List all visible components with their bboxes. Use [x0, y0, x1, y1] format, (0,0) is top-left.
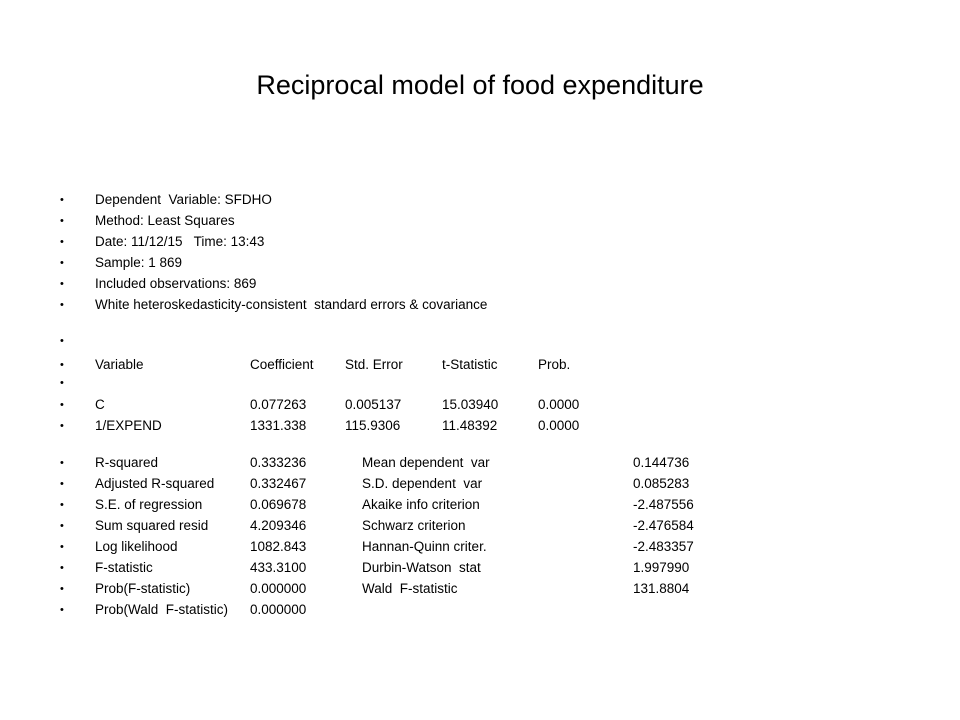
stat-value: 433.3100 [250, 560, 307, 575]
bullet: • [60, 377, 64, 389]
info-text: Sample: 1 869 [95, 255, 183, 270]
info-text: Date: 11/12/15 Time: 13:43 [95, 234, 265, 249]
stats-row [60, 579, 690, 599]
bullet: • [60, 583, 64, 595]
stats-row [60, 516, 694, 536]
stat-value: 1082.843 [250, 539, 307, 554]
bullet: • [60, 335, 64, 347]
bullet: • [60, 420, 64, 432]
info-text: Method: Least Squares [95, 213, 235, 228]
header-std-error: Std. Error [345, 357, 403, 372]
stat-value: -2.483357 [633, 539, 694, 554]
stat-value: 0.144736 [633, 455, 690, 470]
stat-label: Wald F-statistic [362, 581, 458, 596]
stat-value: 4.209346 [250, 518, 307, 533]
info-line-date [60, 232, 265, 252]
header-t-statistic: t-Statistic [442, 357, 498, 372]
bullet: • [60, 399, 64, 411]
stat-value: 0.332467 [250, 476, 307, 491]
stat-value: 0.000000 [250, 581, 307, 596]
coef-row-c [60, 395, 580, 415]
cell-coefficient: 0.077263 [250, 397, 307, 412]
stat-value: 1.997990 [633, 560, 690, 575]
bullet: • [60, 457, 64, 469]
empty-bullet-line [60, 331, 68, 351]
stat-label: Schwarz criterion [362, 518, 466, 533]
info-line-sample [60, 253, 183, 273]
stats-row [60, 600, 307, 620]
cell-std-error: 0.005137 [345, 397, 402, 412]
cell-t-statistic: 11.48392 [442, 418, 498, 433]
slide-title: Reciprocal model of food expenditure [256, 70, 704, 100]
cell-t-statistic: 15.03940 [442, 397, 499, 412]
bullet: • [60, 541, 64, 553]
info-line-method [60, 211, 235, 231]
bullet: • [60, 278, 64, 290]
stats-row [60, 495, 694, 515]
bullet: • [60, 194, 64, 206]
bullet: • [60, 359, 64, 371]
stat-value: -2.487556 [633, 497, 694, 512]
stat-value: 0.000000 [250, 602, 307, 617]
stat-label: Akaike info criterion [362, 497, 480, 512]
header-prob: Prob. [538, 357, 571, 372]
empty-bullet-line [60, 373, 68, 393]
header-coefficient: Coefficient [250, 357, 314, 372]
stats-row [60, 537, 694, 557]
stats-row [60, 558, 690, 578]
stat-label: Log likelihood [95, 539, 178, 554]
stat-label: S.D. dependent var [362, 476, 483, 491]
bullet: • [60, 520, 64, 532]
stat-label: S.E. of regression [95, 497, 203, 512]
bullet: • [60, 236, 64, 248]
stat-value: 0.069678 [250, 497, 307, 512]
stat-label: Prob(F-statistic) [95, 581, 191, 596]
info-line-white-errors [60, 295, 488, 315]
info-line-observations [60, 274, 257, 294]
stat-label: Sum squared resid [95, 518, 209, 533]
bullet: • [60, 215, 64, 227]
info-text: Dependent Variable: SFDHO [95, 192, 272, 207]
cell-prob: 0.0000 [538, 397, 580, 412]
header-variable: Variable [95, 357, 144, 372]
stat-label: Hannan-Quinn criter. [362, 539, 487, 554]
cell-coefficient: 1331.338 [250, 418, 307, 433]
stat-value: 0.085283 [633, 476, 690, 491]
stat-label: F-statistic [95, 560, 153, 575]
stat-label: R-squared [95, 455, 159, 470]
cell-variable: 1/EXPEND [95, 418, 162, 433]
stats-row [60, 474, 690, 494]
bullet: • [60, 299, 64, 311]
stat-value: 131.8804 [633, 581, 690, 596]
coef-row-1-expend [60, 416, 580, 436]
cell-prob: 0.0000 [538, 418, 580, 433]
stat-label: Durbin-Watson stat [362, 560, 481, 575]
coef-table-header [60, 355, 571, 375]
stat-label: Adjusted R-squared [95, 476, 215, 491]
stat-value: 0.333236 [250, 455, 307, 470]
stats-row [60, 453, 690, 473]
bullet: • [60, 562, 64, 574]
info-text: Included observations: 869 [95, 276, 257, 291]
stat-value: -2.476584 [633, 518, 694, 533]
bullet: • [60, 499, 64, 511]
info-line-dependent-variable [60, 190, 272, 210]
bullet: • [60, 257, 64, 269]
stat-label: Mean dependent var [362, 455, 490, 470]
cell-std-error: 115.9306 [345, 418, 401, 433]
bullet: • [60, 478, 64, 490]
bullet: • [60, 604, 64, 616]
stat-label: Prob(Wald F-statistic) [95, 602, 229, 617]
info-text: White heteroskedasticity-consistent standard errors & covariance [95, 297, 488, 312]
cell-variable: C [95, 397, 105, 412]
